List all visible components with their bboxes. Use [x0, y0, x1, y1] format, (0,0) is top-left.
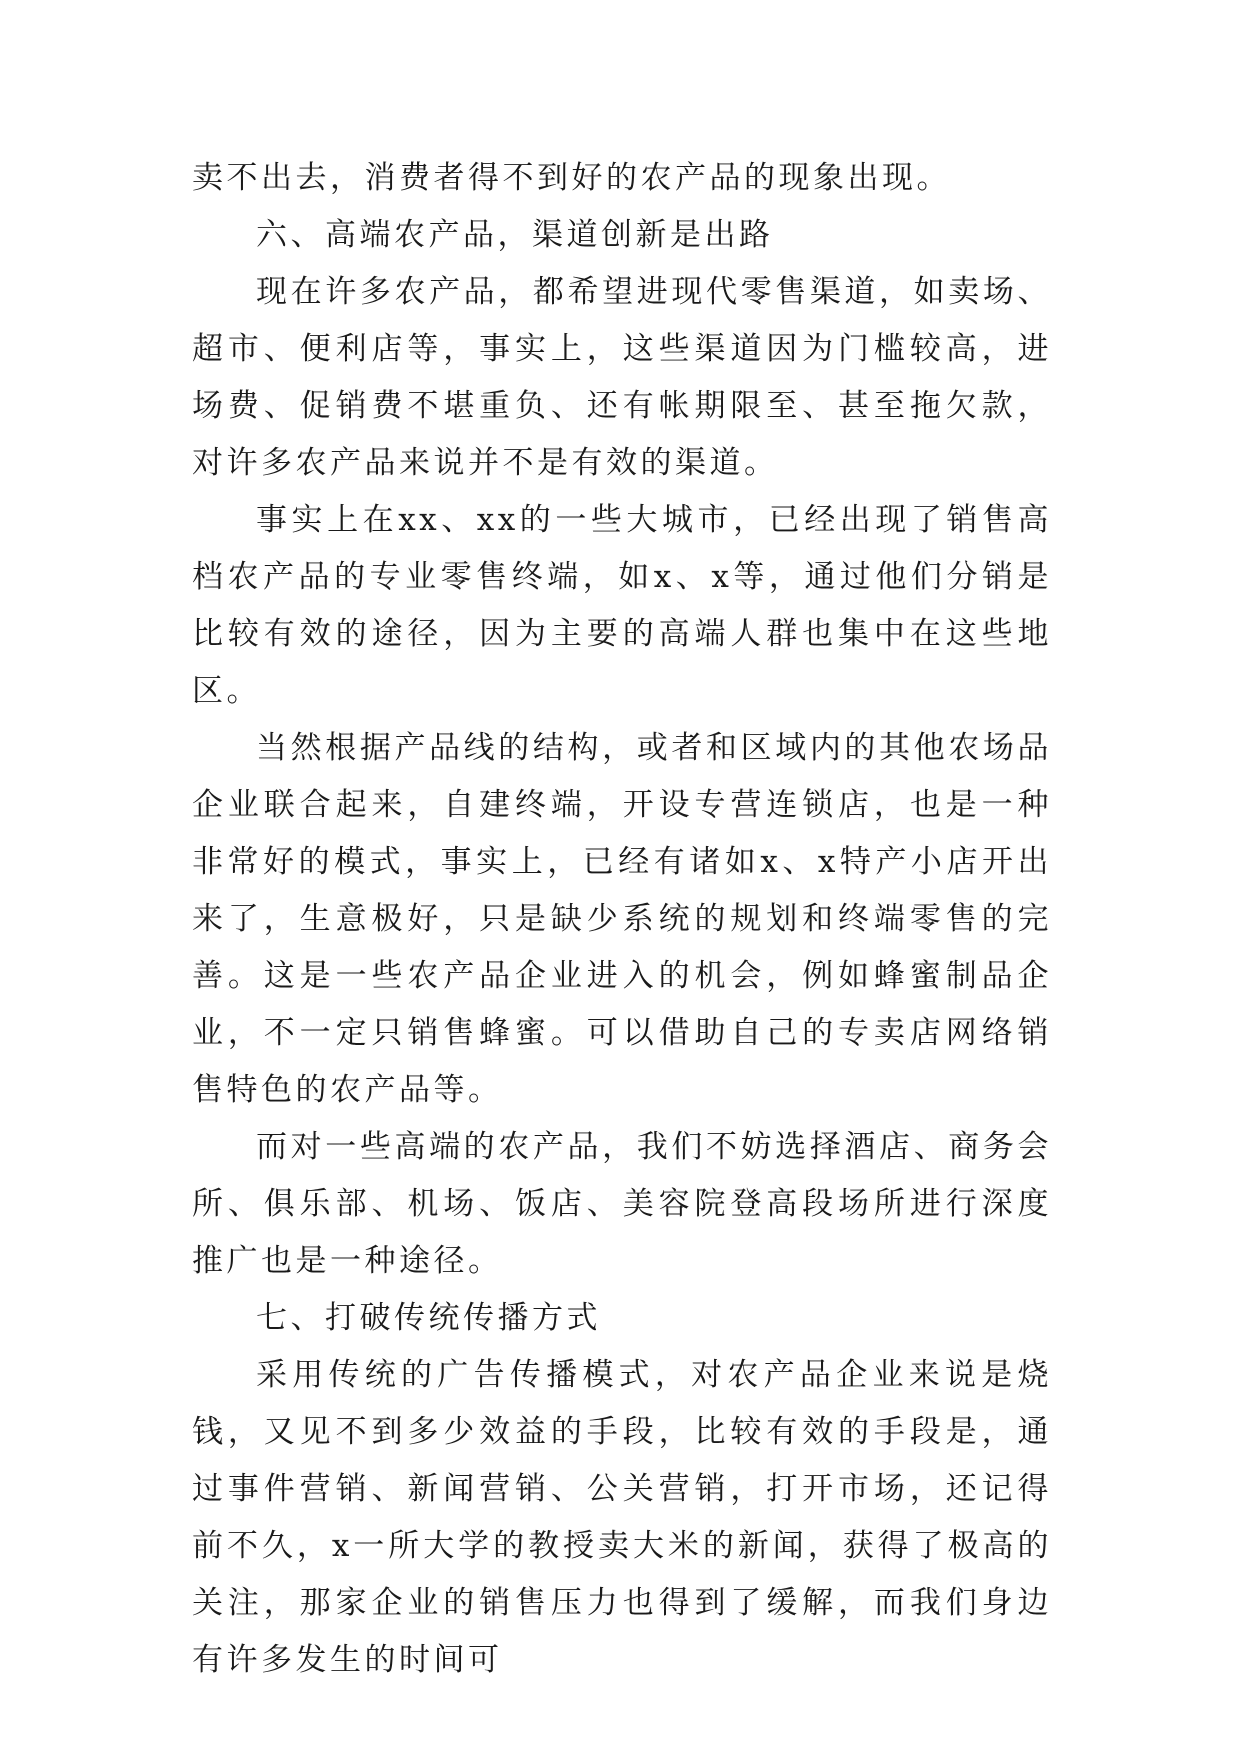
paragraph-marketing: 采用传统的广告传播模式，对农产品企业来说是烧钱，又见不到多少效益的手段，比较有效的手段是，通过事件营销、新闻营销、公关营销，打开市场，还记得前不久，x一所大学的教授卖大米的新闻，获得了极高的关注，那家企业的销售压力也得到了缓解，而我们身边有许多发生的时间可 — [192, 1357, 1052, 1678]
document-page — [192, 150, 1052, 1689]
section-heading-7: 七、打破传统传播方式 — [256, 1300, 601, 1336]
paragraph-specialty-retail: 事实上在xx、xx的一些大城市，已经出现了销售高档农产品的专业零售终端，如x、x等，通过他们分销是比较有效的途径，因为主要的高端人群也集中在这些地区。 — [192, 502, 1052, 709]
section-heading-6: 六、高端农产品，渠道创新是出路 — [256, 217, 774, 253]
paragraph-continuation: 卖不出去，消费者得不到好的农产品的现象出现。 — [192, 160, 951, 196]
paragraph-chain-stores: 当然根据产品线的结构，或者和区域内的其他农场品企业联合起来，自建终端，开设专营连锁店，也是一种非常好的模式，事实上，已经有诸如x、x特产小店开出来了，生意极好，只是缺少系统的规划和终端零售的完善。这是一些农产品企业进入的机会，例如蜂蜜制品企业，不一定只销售蜂蜜。可以借助自己的专卖店网络销售特色的农产品等。 — [192, 730, 1052, 1108]
paragraph-high-end-venues: 而对一些高端的农产品，我们不妨选择酒店、商务会所、俱乐部、机场、饭店、美容院登高段场所进行深度推广也是一种途径。 — [192, 1129, 1052, 1279]
paragraph-retail-channels: 现在许多农产品，都希望进现代零售渠道，如卖场、超市、便利店等，事实上，这些渠道因为门槛较高，进场费、促销费不堪重负、还有帐期限至、甚至拖欠款，对许多农产品来说并不是有效的渠道。 — [192, 274, 1052, 481]
